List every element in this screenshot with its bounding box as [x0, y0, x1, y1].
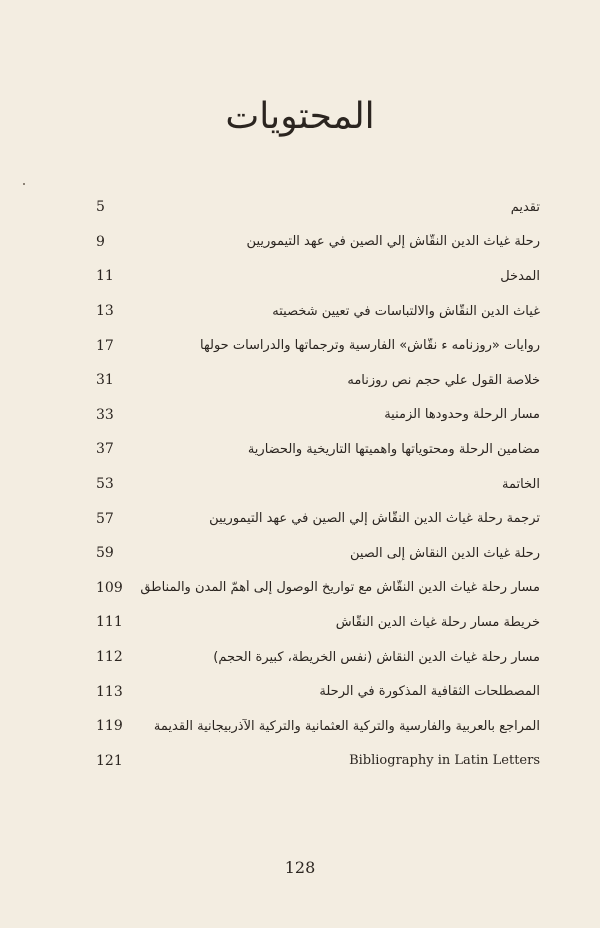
toc-entry-page: 5 — [96, 199, 105, 216]
toc-entry — [96, 432, 540, 467]
toc-entry-page: 113 — [96, 683, 123, 700]
toc-entry-page: 11 — [96, 268, 114, 285]
toc-entry-title: رحلة غياث الدين النقّاش إلي الصين في عهد التيموريين — [246, 234, 540, 250]
page-number: 128 — [284, 858, 316, 877]
toc-entry-page: 59 — [96, 545, 114, 562]
toc-entry — [96, 398, 540, 433]
page-title: المحتويات — [225, 96, 375, 137]
toc-entry — [96, 501, 540, 536]
toc-entry-title: مسار رحلة غياث الدين النقّاش مع تواريخ الوصول إلى أهمّ المدن والمناطق — [140, 580, 540, 596]
toc-entry-page: 109 — [96, 579, 123, 596]
toc-entry — [96, 190, 540, 225]
toc-entry — [96, 225, 540, 260]
toc-entry-page: 13 — [96, 303, 114, 320]
toc-entry-page: 17 — [96, 337, 114, 354]
toc-entry — [96, 640, 540, 675]
toc-entry-page: 119 — [96, 718, 123, 735]
toc-entry — [96, 605, 540, 640]
toc-entry — [96, 259, 540, 294]
toc-entry — [96, 674, 540, 709]
toc-entry-title: مضامين الرحلة ومحتوياتها واهميتها التاريخية والحضارية — [247, 441, 540, 457]
toc-entry-page: 53 — [96, 476, 114, 493]
table-of-contents — [96, 190, 540, 778]
toc-entry-page: 37 — [96, 441, 114, 458]
toc-entry — [96, 467, 540, 502]
toc-entry-title: Bibliography in Latin Letters — [349, 753, 540, 769]
toc-entry-page: 33 — [96, 406, 114, 423]
toc-entry — [96, 744, 540, 779]
toc-entry-title: غياث الدين النقّاش والالتباسات في تعيين شخصيته — [272, 303, 540, 319]
toc-entry-title: خريطة مسار رحلة غياث الدين النقّاش — [335, 614, 540, 630]
toc-entry — [96, 536, 540, 571]
toc-entry-title: ترجمة رحلة غياث الدين النقّاش إلي الصين في عهد التيموريين — [209, 511, 540, 527]
toc-entry-page: 9 — [96, 233, 105, 250]
toc-entry-page: 57 — [96, 510, 114, 527]
toc-entry-page: 31 — [96, 372, 114, 389]
toc-entry-title: المراجع بالعربية والفارسية والتركية العثمانية والتركية الآذربيجانية القديمة — [153, 718, 540, 734]
toc-entry-title: المدخل — [500, 268, 540, 284]
toc-entry — [96, 571, 540, 606]
toc-entry — [96, 709, 540, 744]
toc-entry-title: خلاصة القول علي حجم نص روزنامه — [347, 372, 540, 388]
toc-entry-title: المصطلحات الثقافية المذكورة في الرحلة — [319, 684, 540, 700]
toc-entry — [96, 294, 540, 329]
toc-entry-title: الخاتمة — [501, 476, 540, 492]
toc-entry-title: روايات «روزنامه ء نقّاش» الفارسية وترجماتها والدراسات حولها — [200, 338, 540, 354]
toc-entry-title: مسار رحلة غياث الدين النقاش (نفس الخريطة، كبيرة الحجم) — [213, 649, 540, 665]
toc-entry — [96, 328, 540, 363]
toc-entry-title: تقديم — [510, 199, 540, 215]
paper-speck — [23, 183, 25, 185]
toc-entry — [96, 363, 540, 398]
toc-entry-page: 121 — [96, 752, 123, 769]
toc-entry-title: رحلة غياث الدين النقاش إلى الصين — [349, 545, 540, 561]
toc-entry-title: مسار الرحلة وحدودها الزمنية — [384, 407, 540, 423]
toc-entry-page: 111 — [96, 614, 123, 631]
toc-entry-page: 112 — [96, 649, 123, 666]
